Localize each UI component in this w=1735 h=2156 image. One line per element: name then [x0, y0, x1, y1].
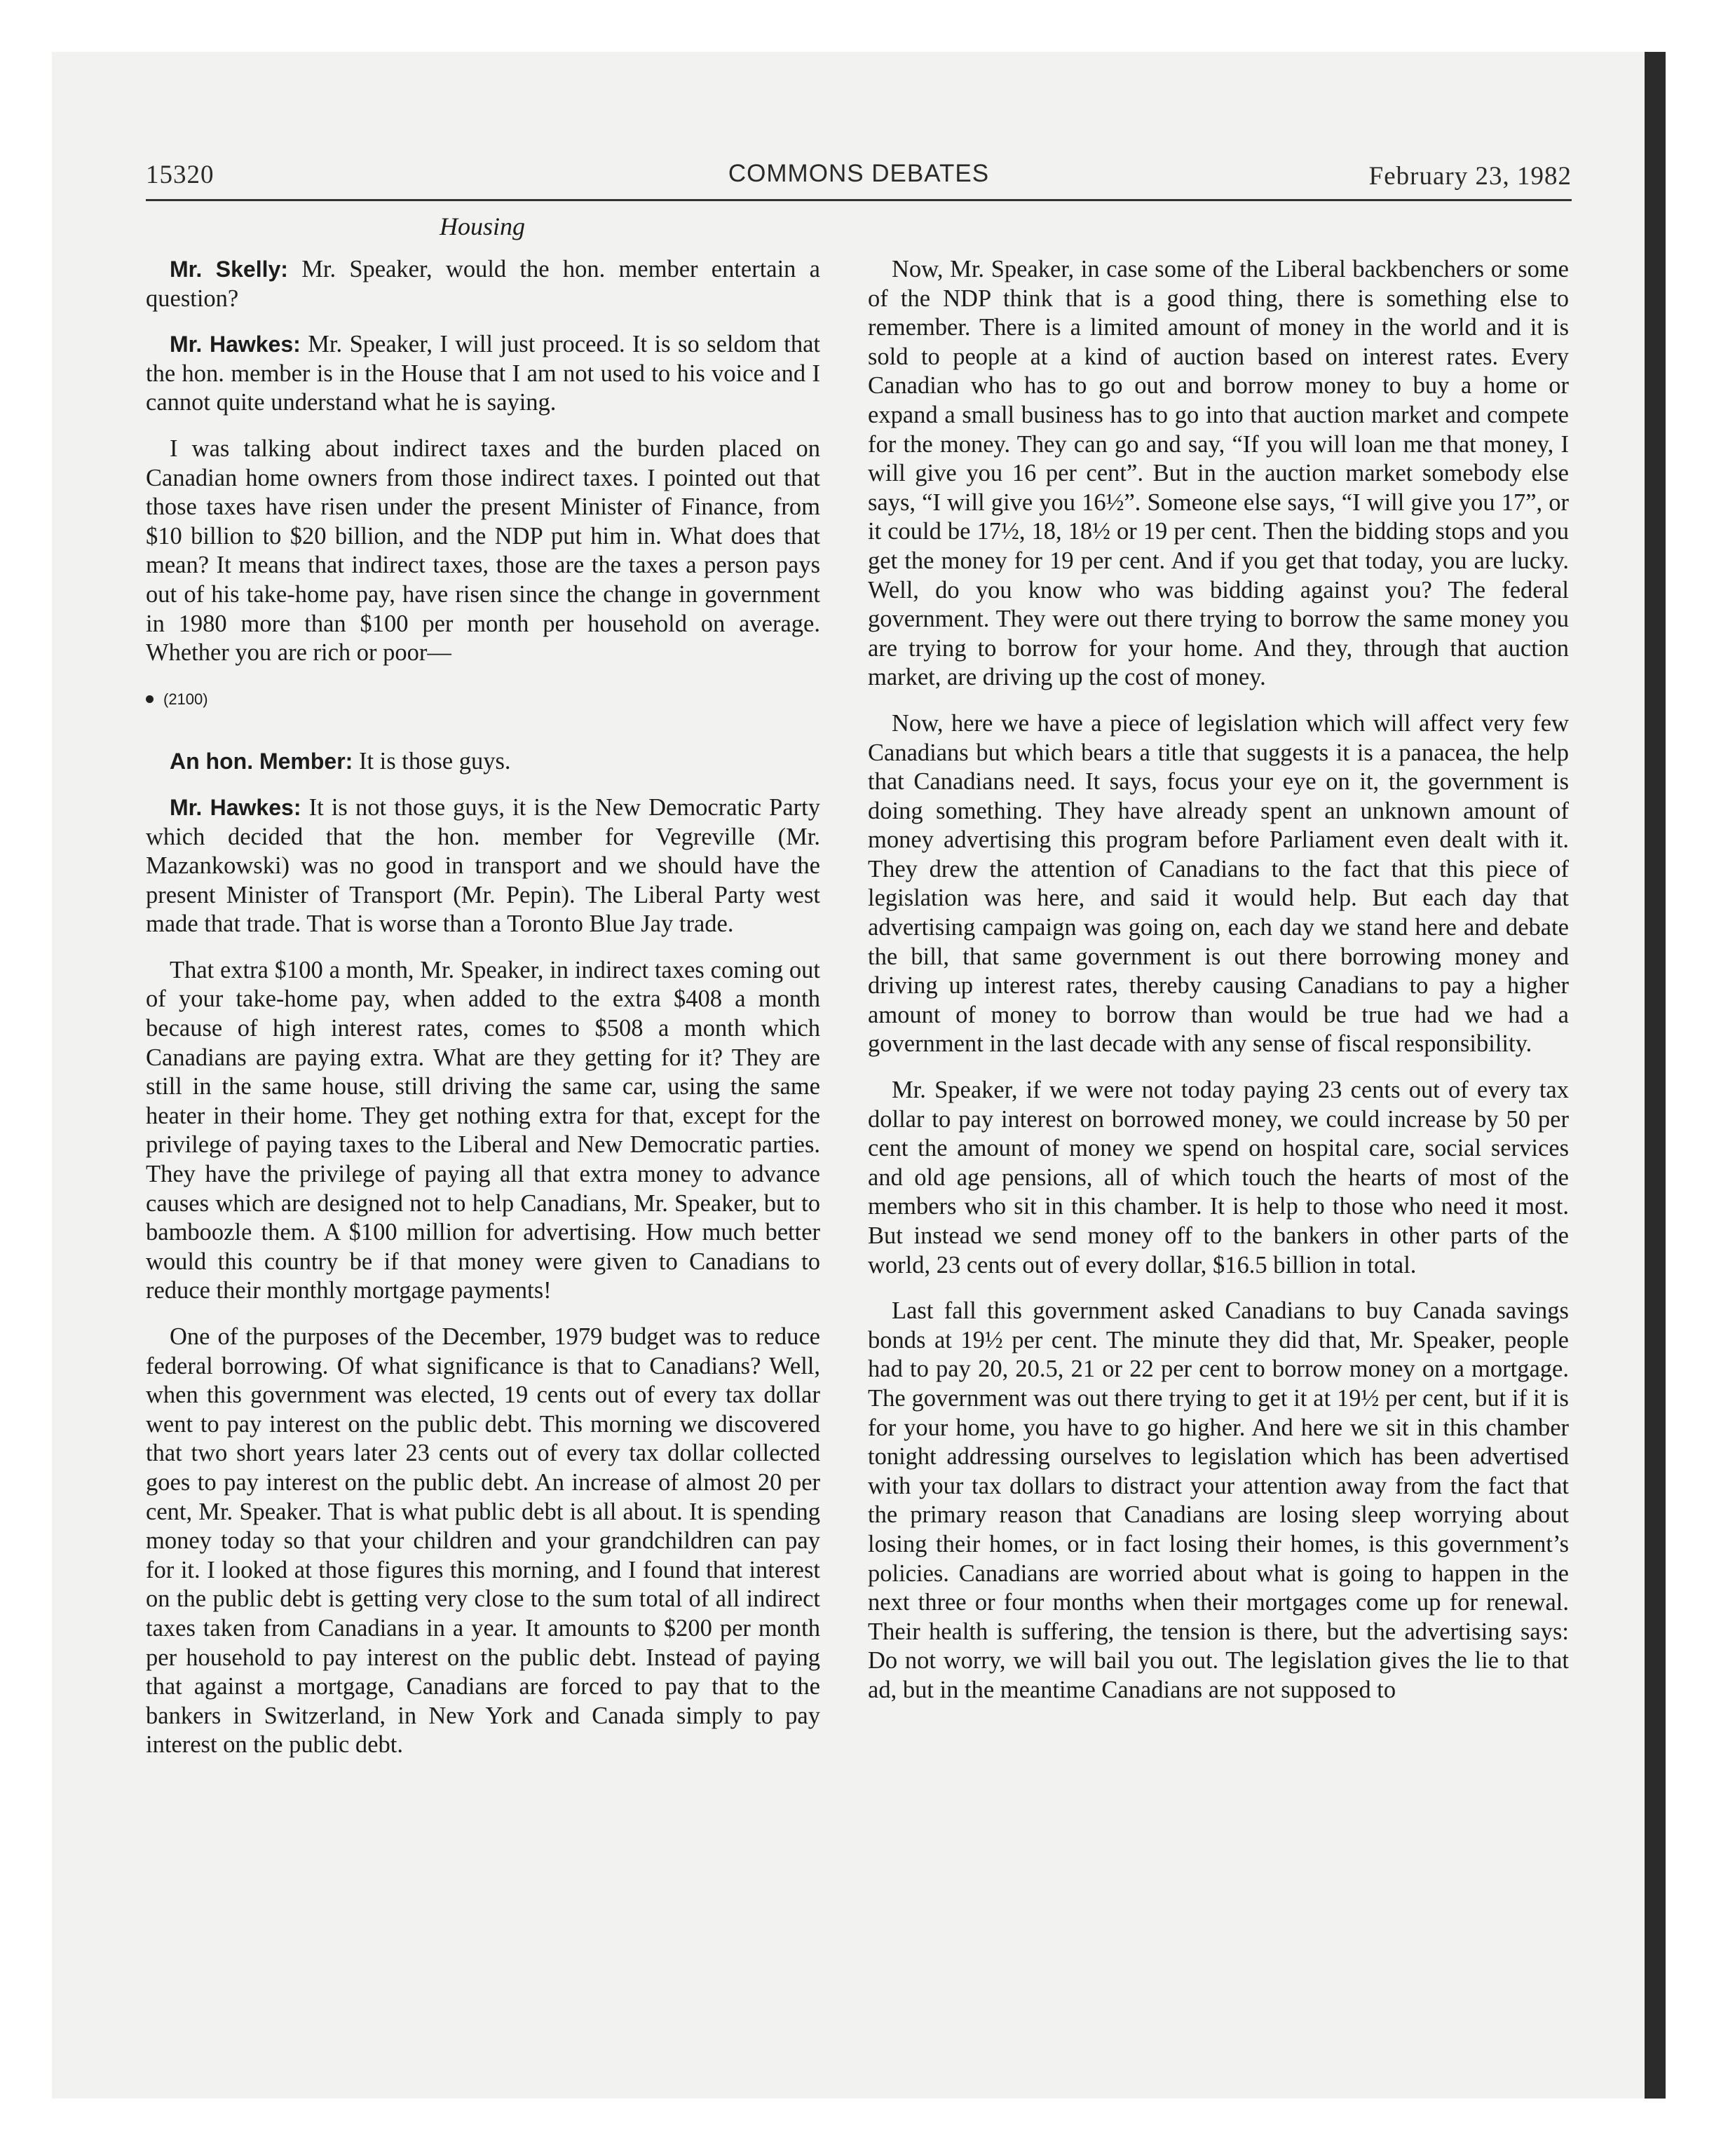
- paragraph: Last fall this government asked Canadians to buy Canada savings bonds at 19½ per cent. The minute they did that, Mr. Speaker, people had to pay 20, 20.5, 21 or 22 per cent to borrow money on a mortgage. The government was out there trying to get it at 19½ per cent, but if it is for your home, you have to go higher. And here we sit in this chamber tonight addressing ourselves to legislation which has been advertised with your tax dollars to distract your attention away from the fact that the primary reason that Canadians are losing sleep worrying about losing their homes, or in fact losing their homes, is this government’s policies. Canadians are worried about what is going to happen in the next three or four months when their mortgages come up for renewal. Their health is suffering, the tension is there, but the advertising says: Do not worry, we will bail you out. The legislation gives the lie to that ad, but in the meantime Canadians are not supposed to: [868, 1297, 1569, 1703]
- page-number: 15320: [146, 161, 215, 189]
- speaker-name: An hon. Member:: [170, 749, 353, 775]
- page-edge-bar: [1645, 52, 1666, 2099]
- publication-date: February 23, 1982: [1368, 162, 1572, 191]
- paragraph: [146, 793, 820, 939]
- paragraph: That extra $100 a month, Mr. Speaker, in indirect taxes coming out of your take-home pay, when added to the extra $408 a month because of high interest rates, comes to $508 a month which Canadians are paying extra. What are they getting for it? They are still in the same house, still driving the same car, using the same heater in their home. They get nothing extra for that, except for the privilege of paying taxes to the Liberal and New Democratic parties. They have the privilege of paying all that extra money to advance causes which are designed not to help Canadians, Mr. Speaker, but to bamboozle them. A $100 million for advertising. How much better would this country be if that money were given to Canadians to reduce their monthly mortgage payments!: [146, 956, 820, 1304]
- speech-text: It is not those guys, it is the New Democratic Party which decided that the hon. member for Vegreville (Mr. Mazankowski) was no good in transport and we should have the present Minister of Transport (Mr. Pepin). The Liberal Party west made that trade. That is worse than a Toronto Blue Jay trade.: [146, 793, 820, 938]
- section-heading: Housing: [439, 212, 525, 240]
- page-header: [146, 160, 1572, 196]
- publication-title: COMMONS DEBATES: [728, 160, 990, 187]
- speaker-name: Mr. Skelly:: [170, 257, 288, 282]
- right-column: [868, 255, 1569, 1722]
- bullet-icon: [146, 695, 154, 703]
- paragraph: One of the purposes of the December, 1979 budget was to reduce federal borrowing. Of what significance is that to Canadians? Well, when this government was elected, 19 cents out of every tax dollar went to pay interest on the public debt. This morning we discovered that two short years later 23 cents out of every tax dollar collected goes to pay interest on the public debt. An increase of almost 20 per cent, Mr. Speaker. That is what public debt is all about. It is spending money today so that your children and your grandchildren can pay for it. I looked at those figures this morning, and I found that interest on the public debt is getting very close to the sum total of all indirect taxes taken from Canadians in a year. It amounts to $200 per month per household to pay interest on the public debt. Instead of paying that against a mortgage, Canadians are forced to pay that to the bankers in Switzerland, in New York and Canada simply to pay interest on the public debt.: [146, 1323, 820, 1759]
- paragraph: I was talking about indirect taxes and the burden placed on Canadian home owners from those indirect taxes. I pointed out that those taxes have risen under the present Minister of Finance, from $10 billion to $20 billion, and the NDP put him in. What does that mean? It means that indirect taxes, those are the taxes a person pays out of his take-home pay, have risen since the change in government in 1980 more than $100 per month per household on average. Whether you are rich or poor—: [146, 435, 820, 667]
- speech-text: Mr. Speaker, I will just proceed. It is so seldom that the hon. member is in the House that I am not used to his voice and I cannot quite understand what he is saying.: [146, 331, 820, 416]
- speaker-name: Mr. Hawkes:: [170, 332, 301, 357]
- paragraph: Now, here we have a piece of legislation which will affect very few Canadians but which bears a title that suggests it is a panacea, the help that Canadians need. It says, focus your eye on it, the government is doing something. They have already spent an unknown amount of money advertising this program before Parliament even dealt with it. They drew the attention of Canadians to the fact that this piece of legislation was here, and said it would help. But each day that advertising campaign was going on, each day we stand here and debate the bill, that same government is out there borrowing money and driving up interest rates, thereby causing Canadians to pay a higher amount of money to borrow than would be true had we had a government in the last decade with any sense of fiscal responsibility.: [868, 709, 1569, 1058]
- time-marker-text: (2100): [163, 690, 208, 708]
- paragraph: Now, Mr. Speaker, in case some of the Liberal backbenchers or some of the NDP think that is a good thing, there is something else to remember. There is a limited amount of money in the world and it is sold to people at a kind of auction based on interest rates. Every Canadian who has to go out and borrow money to buy a home or expand a small business has to go into that auction market and compete for the money. They can go and say, “If you will loan me that money, I will give you 16 per cent”. But in the auction market somebody else says, “I will give you 16½”. Someone else says, “I will give you 17”, or it could be 17½, 18, 18½ or 19 per cent. Then the bidding stops and you get the money for 19 per cent. And if you get that today, you are lucky. Well, do you know who was bidding against you? The federal government. They were out there trying to borrow the same money you are trying to borrow for your home. And they, through that auction market, are driving up the cost of money.: [868, 256, 1569, 691]
- paragraph: [146, 747, 820, 777]
- header-rule: [146, 199, 1572, 201]
- paragraph: Mr. Speaker, if we were not today paying 23 cents out of every tax dollar to pay interest on borrowed money, we could increase by 50 per cent the amount of money we spend on hospital care, social services and old age pensions, all of which touch the hearts of most of the members who sit in this chamber. It is help to those who need it most. But instead we send money off to the bankers in other parts of the world, 23 cents out of every dollar, $16.5 billion in total.: [868, 1077, 1569, 1278]
- time-marker: [146, 685, 820, 714]
- speech-text: Mr. Speaker, would the hon. member entertain a question?: [146, 256, 820, 312]
- paragraph: [146, 255, 820, 313]
- speech-text: It is those guys.: [353, 748, 511, 775]
- left-column: [146, 255, 820, 1777]
- paragraph: [146, 330, 820, 418]
- speaker-name: Mr. Hawkes:: [170, 794, 301, 820]
